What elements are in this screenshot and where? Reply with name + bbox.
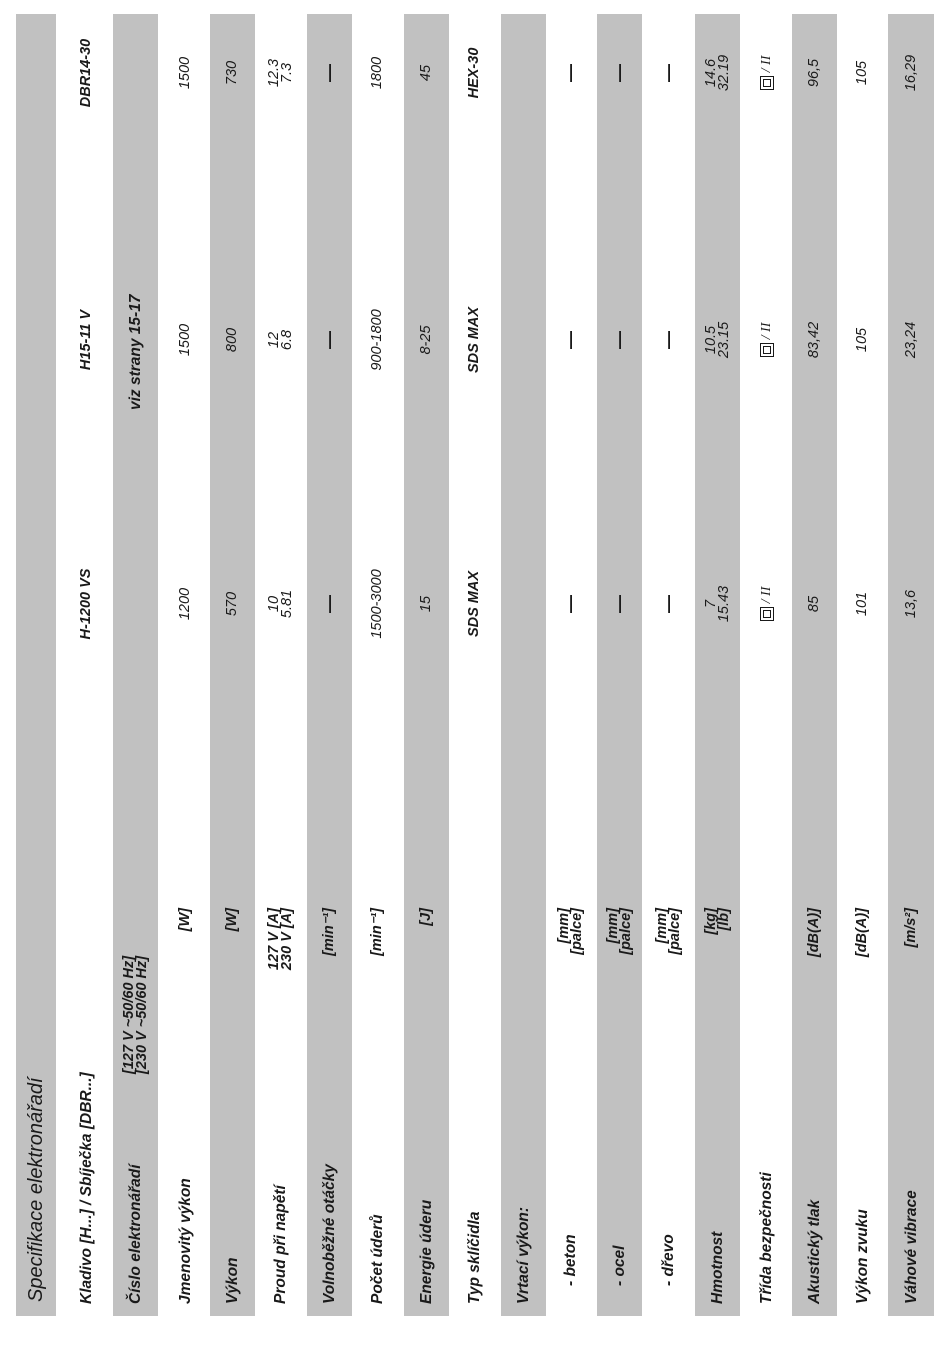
concrete-unit-inch: [palce] [568,908,585,955]
impact-energy-value: 8-25 [418,325,434,355]
idle-speed-value: — [319,595,339,613]
concrete-value: — [560,331,580,349]
concrete-value: — [560,595,580,613]
double-insulation-icon [760,607,774,621]
sound-power-row [840,14,885,1316]
rated-power-unit: [W] [177,908,193,932]
steel-unit-inch: [palce] [617,908,634,955]
sound-power-unit: [dB(A)] [854,908,870,958]
model-dbr14-30: DBR14-30 [77,38,94,108]
current-unit-127: 127 V [A] [265,908,282,971]
rated-power-row [163,14,208,1316]
chuck-label: Typ sklíčidla [466,1211,483,1304]
chuck-value: HEX-30 [466,47,482,99]
current-value: 12 6.8 [265,329,295,351]
concrete-row [548,14,593,1316]
impacts-value: 1500-3000 [369,569,385,639]
double-insulation-icon [760,343,774,357]
pressure-value: 83,42 [806,321,822,359]
steel-row [597,14,642,1316]
current-label: Proud při napětí [272,1185,289,1304]
idle-speed-row [307,14,352,1316]
sound-power-value: 105 [854,327,870,353]
safety-class-value: / II [759,322,774,340]
pressure-unit: [dB(A)] [806,908,822,958]
catalog-unit-230: [230 V ~50/60 Hz] [133,955,150,1074]
model-h1200vs: H-1200 VS [77,568,94,640]
weight-row [695,14,740,1316]
safety-row [744,14,789,1316]
idle-speed-unit: [min⁻¹] [321,908,337,956]
output-value: 800 [224,327,240,353]
pressure-value: 85 [806,595,822,613]
wood-unit-inch: [palce] [666,908,683,955]
vibration-value: 13,6 [902,589,919,619]
steel-value: — [609,331,629,349]
impacts-value: 900-1800 [369,309,385,371]
idle-speed-label: Volnoběžné otáčky [321,1164,338,1304]
impacts-row [355,14,400,1316]
pressure-row [792,14,837,1316]
current-row [258,14,303,1316]
output-value: 570 [224,591,240,617]
impact-energy-label: Energie úderu [418,1199,435,1304]
wood-unit-mm: [mm] [653,908,670,944]
impact-energy-value: 15 [418,595,434,613]
title-row [16,14,56,1316]
wood-value: — [658,64,678,82]
safety-class-value: / II [759,586,774,604]
weight-unit-kg: [kg] [702,908,719,935]
vibration-value: 23,24 [902,321,919,359]
wood-row [646,14,691,1316]
chuck-value: SDS MAX [466,306,482,374]
drilling-label: Vrtací výkon: [515,1206,532,1304]
impacts-unit: [min⁻¹] [369,908,385,956]
steel-value: — [609,595,629,613]
weight-label: Hmotnost [709,1231,726,1304]
vibration-value: 16,29 [902,54,919,92]
concrete-label: - beton [562,1234,579,1286]
impacts-value: 1800 [369,56,385,90]
rated-power-value: 1500 [177,56,193,90]
output-value: 730 [224,60,240,86]
output-label: Výkon [224,1257,241,1304]
wood-label: - dřevo [660,1234,677,1286]
current-unit-230: 230 V [A] [278,908,295,971]
safety-label: Třída bezpečnosti [758,1172,775,1304]
output-row [210,14,255,1316]
impact-energy-row [404,14,449,1316]
weight-value: 10.5 23.15 [702,321,732,359]
sound-power-label: Výkon zvuku [854,1209,871,1304]
output-unit: [W] [224,908,240,932]
chuck-value: SDS MAX [466,570,482,638]
catalog-note: viz strany 15-17 [126,294,144,410]
weight-unit-lb: [lb] [715,908,732,931]
impact-energy-value: 45 [418,64,434,82]
double-insulation-icon [760,76,774,90]
steel-value: — [609,64,629,82]
current-value: 12.3 7.3 [265,58,295,88]
rated-power-value: 1500 [177,323,193,357]
rated-power-value: 1200 [177,587,193,621]
idle-speed-value: — [319,331,339,349]
sound-power-value: 101 [854,591,870,617]
pressure-label: Akustický tlak [806,1199,823,1304]
sound-power-value: 105 [854,60,870,86]
wood-value: — [658,331,678,349]
vibration-label: Váhové vibrace [902,1190,920,1304]
pressure-value: 96,5 [806,58,822,88]
chuck-row [452,14,497,1316]
impacts-label: Počet úderů [369,1214,386,1304]
weight-value: 14.6 32.19 [702,54,732,92]
header-row [64,14,108,1316]
concrete-value: — [560,64,580,82]
current-value: 10 5.81 [265,589,295,619]
impact-energy-unit: [J] [418,908,434,926]
rated-power-label: Jmenovitý výkon [177,1178,194,1304]
header-label: Kladivo [H...] / Sbíječka [DBR...] [77,1072,95,1304]
catalog-row [113,14,158,1316]
spec-table [16,14,936,1316]
wood-value: — [658,595,678,613]
model-h15-11v: H15-11 V [77,309,94,371]
drilling-row [501,14,546,1316]
safety-class-value: / II [759,55,774,73]
idle-speed-value: — [319,64,339,82]
steel-unit-mm: [mm] [604,908,621,944]
weight-value: 7 15.43 [702,585,732,623]
catalog-label: Číslo elektronářadí [127,1164,144,1304]
table-title: Specifikace elektronářadí [24,1077,47,1302]
vibration-unit: [m/s²] [902,908,919,948]
vibration-row [888,14,934,1316]
catalog-unit-127: [127 V ~50/60 Hz] [120,955,137,1074]
steel-label: - ocel [611,1245,628,1286]
concrete-unit-mm: [mm] [555,908,572,944]
